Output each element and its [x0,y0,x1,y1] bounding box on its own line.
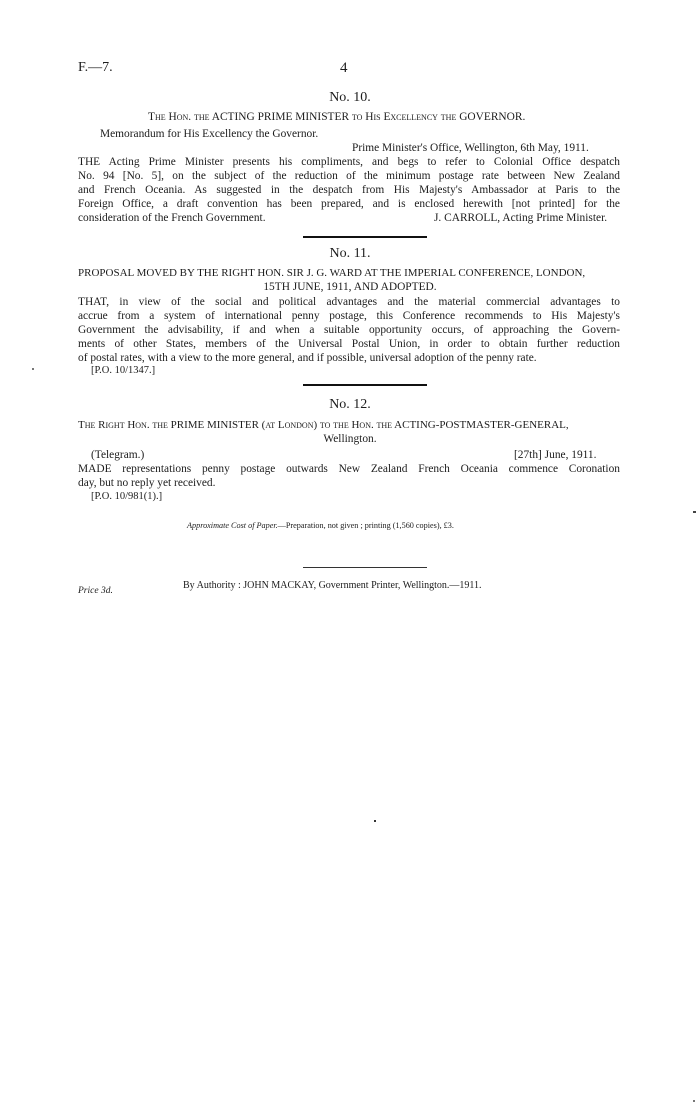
body-line: and French Oceania. As suggested in the despatch from His Majesty's Ambassador at Paris to the [78,184,620,196]
section-11-heading-line-1: PROPOSAL MOVED BY THE RIGHT HON. SIR J. G. WARD AT THE IMPERIAL CONFERENCE, LONDON, [78,267,586,279]
section-11-reference: [P.O. 10/1347.] [91,365,156,376]
section-12-heading-line-1: The Right Hon. the PRIME MINISTER (at London) to the Hon. the ACTING-POSTMASTER-GENERAL, [78,419,569,431]
section-divider [303,236,427,238]
section-divider [303,384,427,386]
section-10-dateline: Prime Minister's Office, Wellington, 6th May, 1911. [352,142,589,154]
section-11-body [78,295,620,365]
body-line: No. 94 [No. 5], on the subject of the reduction of the minimum postage rate between New Zealand [78,170,620,182]
approximate-cost-note [187,520,454,531]
body-line: MADE representations penny postage outwards New Zealand French Oceania commence Coronation [78,463,620,475]
scan-speck [693,1100,695,1102]
scan-speck [32,368,34,370]
cost-text: —Preparation, not given ; printing (1,560 copies), £3. [277,521,454,530]
cost-label: Approximate Cost of Paper. [187,521,278,530]
price: Price 3d. [78,586,113,596]
document-reference: F.—7. [78,60,113,75]
footer-divider [303,567,427,568]
section-10-signature: J. CARROLL, Acting Prime Minister. [434,212,608,224]
section-12-date: [27th] June, 1911. [514,449,597,461]
body-line: THE Acting Prime Minister presents his compliments, and begs to refer to Colonial Office despatch [78,156,620,168]
section-10-memo: Memorandum for His Excellency the Governor. [100,128,319,140]
scan-speck [374,820,376,822]
page-number: 4 [340,60,348,76]
body-line: THAT, in view of the social and political advantages and the material commercial advantages to [78,296,620,308]
body-line: accrue from a system of international penny postage, this Conference recommends to His Majesty's [78,310,620,322]
printer-authority: By Authority : JOHN MACKAY, Government Printer, Wellington.—1911. [183,580,482,591]
section-10-heading: The Hon. the ACTING PRIME MINISTER to His Excellency the GOVERNOR. [148,111,526,123]
section-12-reference: [P.O. 10/981(1).] [91,491,163,502]
section-12-last-line: day, but no reply yet received. [78,477,216,489]
section-11-number: No. 11. [329,246,371,261]
section-12-heading-line-2: Wellington. [323,433,377,445]
section-10-last-line: consideration of the French Government. [78,212,266,224]
section-10-number: No. 10. [329,90,371,105]
body-line: of postal rates, with a view to the more general, and if possible, universal adoption of the penny rate. [78,352,537,364]
section-12-telegram-label: (Telegram.) [91,449,145,461]
scan-speck [693,511,696,513]
body-line: Government the advisability, if and when a suitable opportunity occurs, of approaching the Govern- [78,324,620,336]
body-line: ments of other States, members of the Universal Postal Union, in order to obtain further reduction [78,338,620,350]
body-line: Foreign Office, a draft convention has been prepared, and is enclosed herewith [not printed] for the [78,198,620,210]
section-12-body [78,462,620,476]
section-11-heading-line-2: 15TH JUNE, 1911, AND ADOPTED. [263,281,437,293]
section-12-number: No. 12. [329,397,371,412]
section-10-body [78,155,620,211]
